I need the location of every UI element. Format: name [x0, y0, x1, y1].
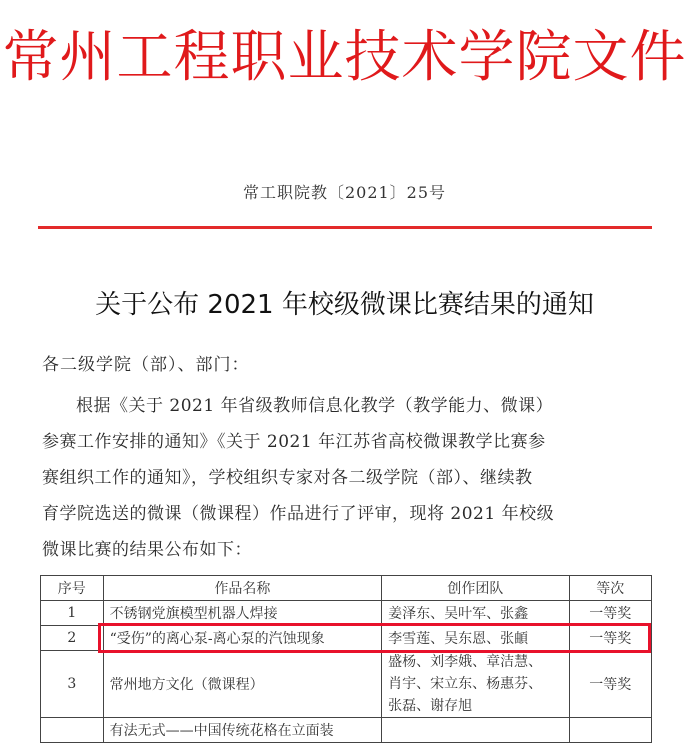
- team-line: 肖宇、宋立东、杨惠芬、: [388, 676, 543, 692]
- team-line: 盛杨、刘李娥、章洁慧、: [388, 654, 543, 670]
- cell-team: [382, 718, 569, 743]
- header-award: 等次: [569, 576, 651, 601]
- header-team: 创作团队: [382, 576, 569, 601]
- table-header-row: [41, 576, 652, 601]
- notice-title: 关于公布 2021 年校级微课比赛结果的通知: [95, 290, 594, 320]
- cell-no: 3: [41, 651, 104, 718]
- cell-work: 有法无式——中国传统花格在立面装: [103, 718, 382, 743]
- document-number: 常工职院教〔2021〕25号: [242, 183, 447, 202]
- header-work: 作品名称: [103, 576, 382, 601]
- cell-award: [569, 718, 651, 743]
- red-divider: [38, 226, 652, 229]
- body-line: 根据《关于 2021 年省级教师信息化教学（教学能力、微课）: [76, 396, 554, 416]
- cell-award: 一等奖: [569, 601, 651, 626]
- document-masthead: 常州工程职业技术学院文件: [2, 25, 687, 90]
- cell-award: 一等奖: [569, 626, 651, 651]
- cell-no: 2: [41, 626, 104, 651]
- cell-team: 李雪莲、吴东恩、张頔: [382, 626, 569, 651]
- cell-team: [382, 651, 569, 718]
- cell-no: 1: [41, 601, 104, 626]
- cell-work: “受伤”的离心泵-离心泵的汽蚀现象: [103, 626, 382, 651]
- table-row: [41, 601, 652, 626]
- table-row: [41, 651, 652, 718]
- notice-body: [42, 388, 672, 568]
- body-line: 育学院选送的微课（微课程）作品进行了评审，现将 2021 年校级: [42, 504, 555, 524]
- cell-no: [41, 718, 104, 743]
- body-line: 赛组织工作的通知》，学校组织专家对各二级学院（部）、继续教: [42, 468, 533, 488]
- cell-team: 姜泽东、吴叶军、张鑫: [382, 601, 569, 626]
- addressee: 各二级学院（部）、部门：: [42, 355, 250, 375]
- table-row: [41, 626, 652, 651]
- cell-work: 不锈钢党旗模型机器人焊接: [103, 601, 382, 626]
- team-line: 张磊、谢存旭: [388, 698, 473, 714]
- header-no: 序号: [41, 576, 104, 601]
- body-line: 参赛工作安排的通知》《关于 2021 年江苏省高校微课教学比赛参: [42, 432, 546, 452]
- results-table: [40, 575, 652, 743]
- cell-award: 一等奖: [569, 651, 651, 718]
- cell-work: 常州地方文化（微课程）: [103, 651, 382, 718]
- body-line: 微课比赛的结果公布如下：: [42, 540, 252, 560]
- table-row: [41, 718, 652, 743]
